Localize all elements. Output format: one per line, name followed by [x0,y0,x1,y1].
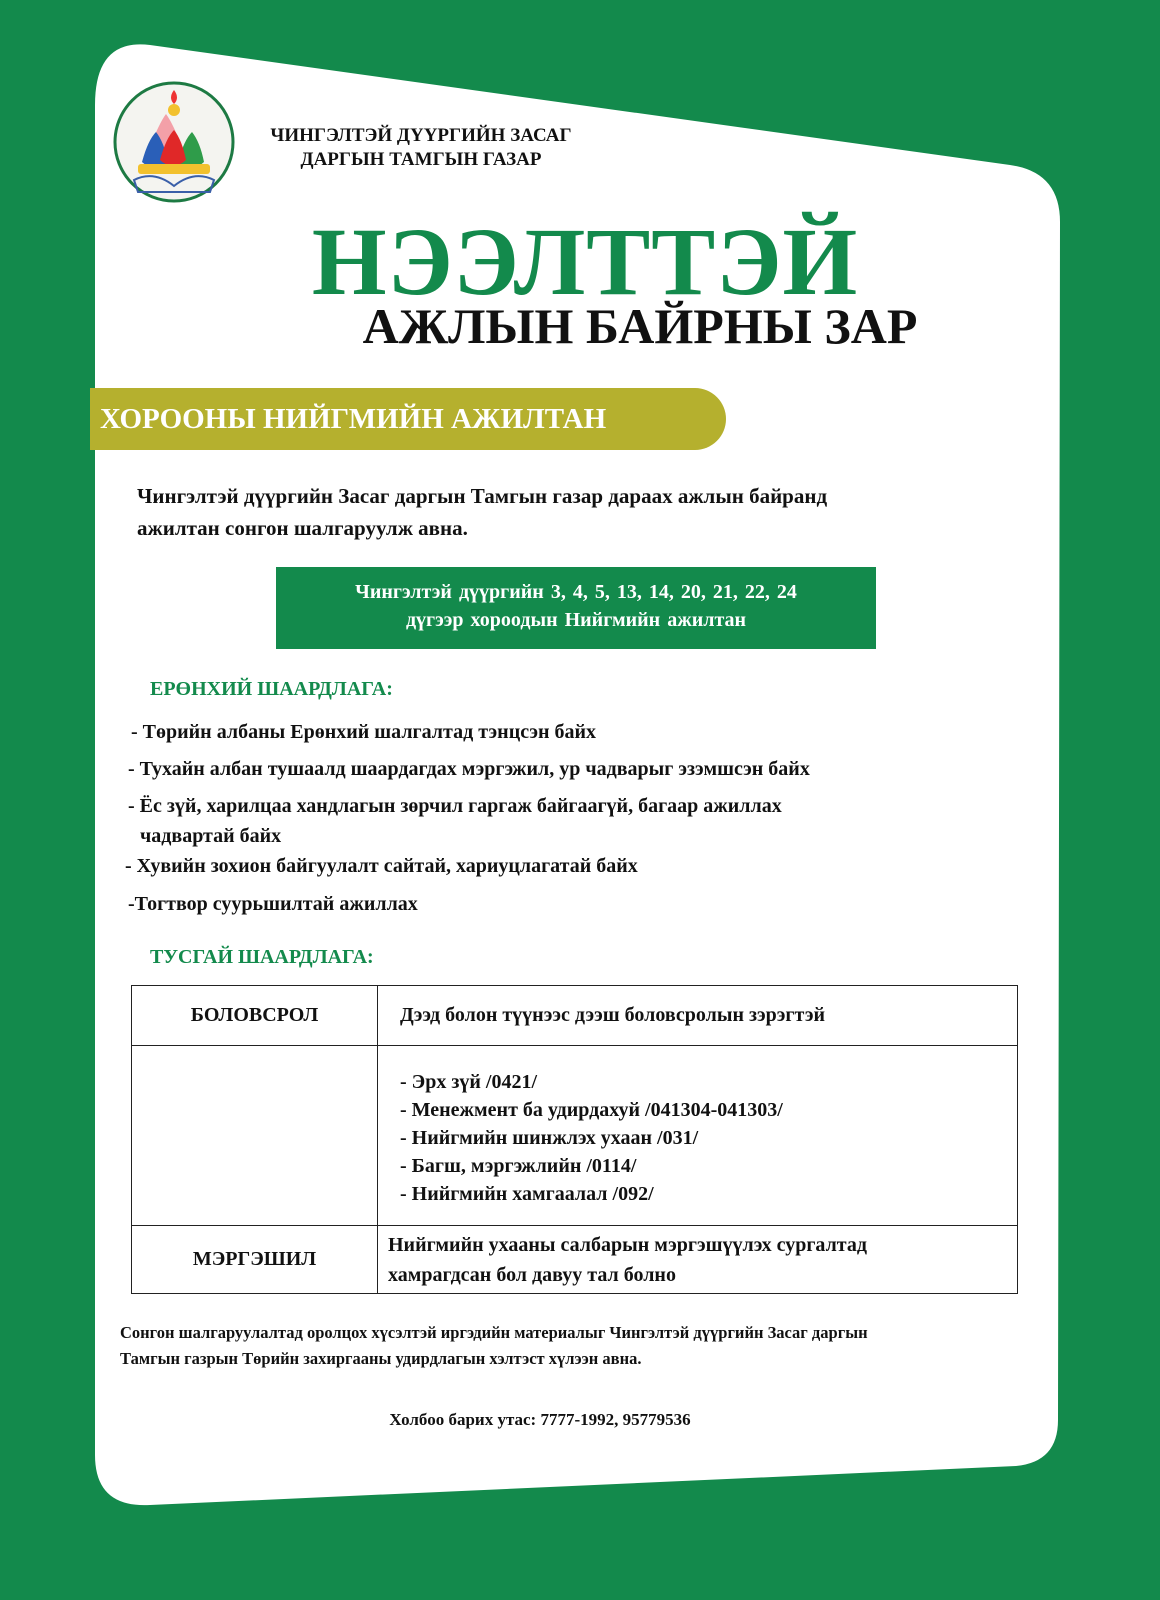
special-requirements-heading: ТУСГАЙ ШААРДЛАГА: [150,946,374,968]
position-banner: ХОРООНЫ НИЙГМИЙН АЖИЛТАН [90,388,726,450]
list-item: - Тухайн албан тушаалд шаардагдах мэргэжил, ур чадварыг эзэмшсэн байх [128,758,810,780]
general-requirements-heading: ЕРӨНХИЙ ШААРДЛАГА: [150,678,393,700]
district-logo [112,80,236,204]
table-row: МЭРГЭШИЛ Нийгмийн ухааны салбарын мэргэшүүлэх сургалтад хамрагдсан бол давуу тал болно [132,1226,1018,1294]
submission-note: Сонгон шалгаруулалтад оролцох хүсэлтэй иргэдийн материалыг Чингэлтэй дүүргийн Засаг даргын Тамгын газрын Төрийн захиргааны удирдлагын хэлтэст хүлээн авна. [120,1323,868,1368]
list-item: -Тогтвор суурьшилтай ажиллах [128,893,418,915]
table-row: - Эрх зүй /0421/ - Менежмент ба удирдахуй /041304-041303/ - Нийгмийн шинжлэх ухаан /031/ - Багш, мэргэжлийн /0114/ - Нийгмийн хамгаалал /092/ [132,1046,1018,1226]
title-open: НЭЭЛТТЭЙ [311,208,859,315]
list-item: чадвартай байх [140,825,282,847]
position-box: Чингэлтэй дүүргийн 3, 4, 5, 13, 14, 20, 21, 22, 24 дүгээр хороодын Нийгмийн ажилтан [276,567,876,649]
contact-phone: Холбоо барих утас: 7777-1992, 95779536 [389,1410,691,1429]
requirements-table [131,985,1018,1294]
table-row: БОЛОВСРОЛ Дээд болон түүнээс дээш боловсролын зэрэгтэй [132,986,1018,1046]
list-item: - Хувийн зохион байгуулалт сайтай, хариуцлагатай байх [125,855,638,877]
title-job-ad: АЖЛЫН БАЙРНЫ ЗАР [362,298,918,354]
org-line-2: ДАРГЫН ТАМГЫН ГАЗАР [300,149,542,170]
list-item: - Төрийн албаны Ерөнхий шалгалтад тэнцсэн байх [131,721,597,743]
org-line-1: ЧИНГЭЛТЭЙ ДҮҮРГИЙН ЗАСАГ [270,125,572,146]
intro-text: Чингэлтэй дүүргийн Засаг даргын Тамгын газар дараах ажлын байранд ажилтан сонгон шалгаруулж авна. [137,484,828,540]
organization-name [256,124,586,172]
list-item: - Ёс зүй, харилцаа хандлагын зөрчил гаргаж байгаагүй, багаар ажиллах [128,795,782,817]
